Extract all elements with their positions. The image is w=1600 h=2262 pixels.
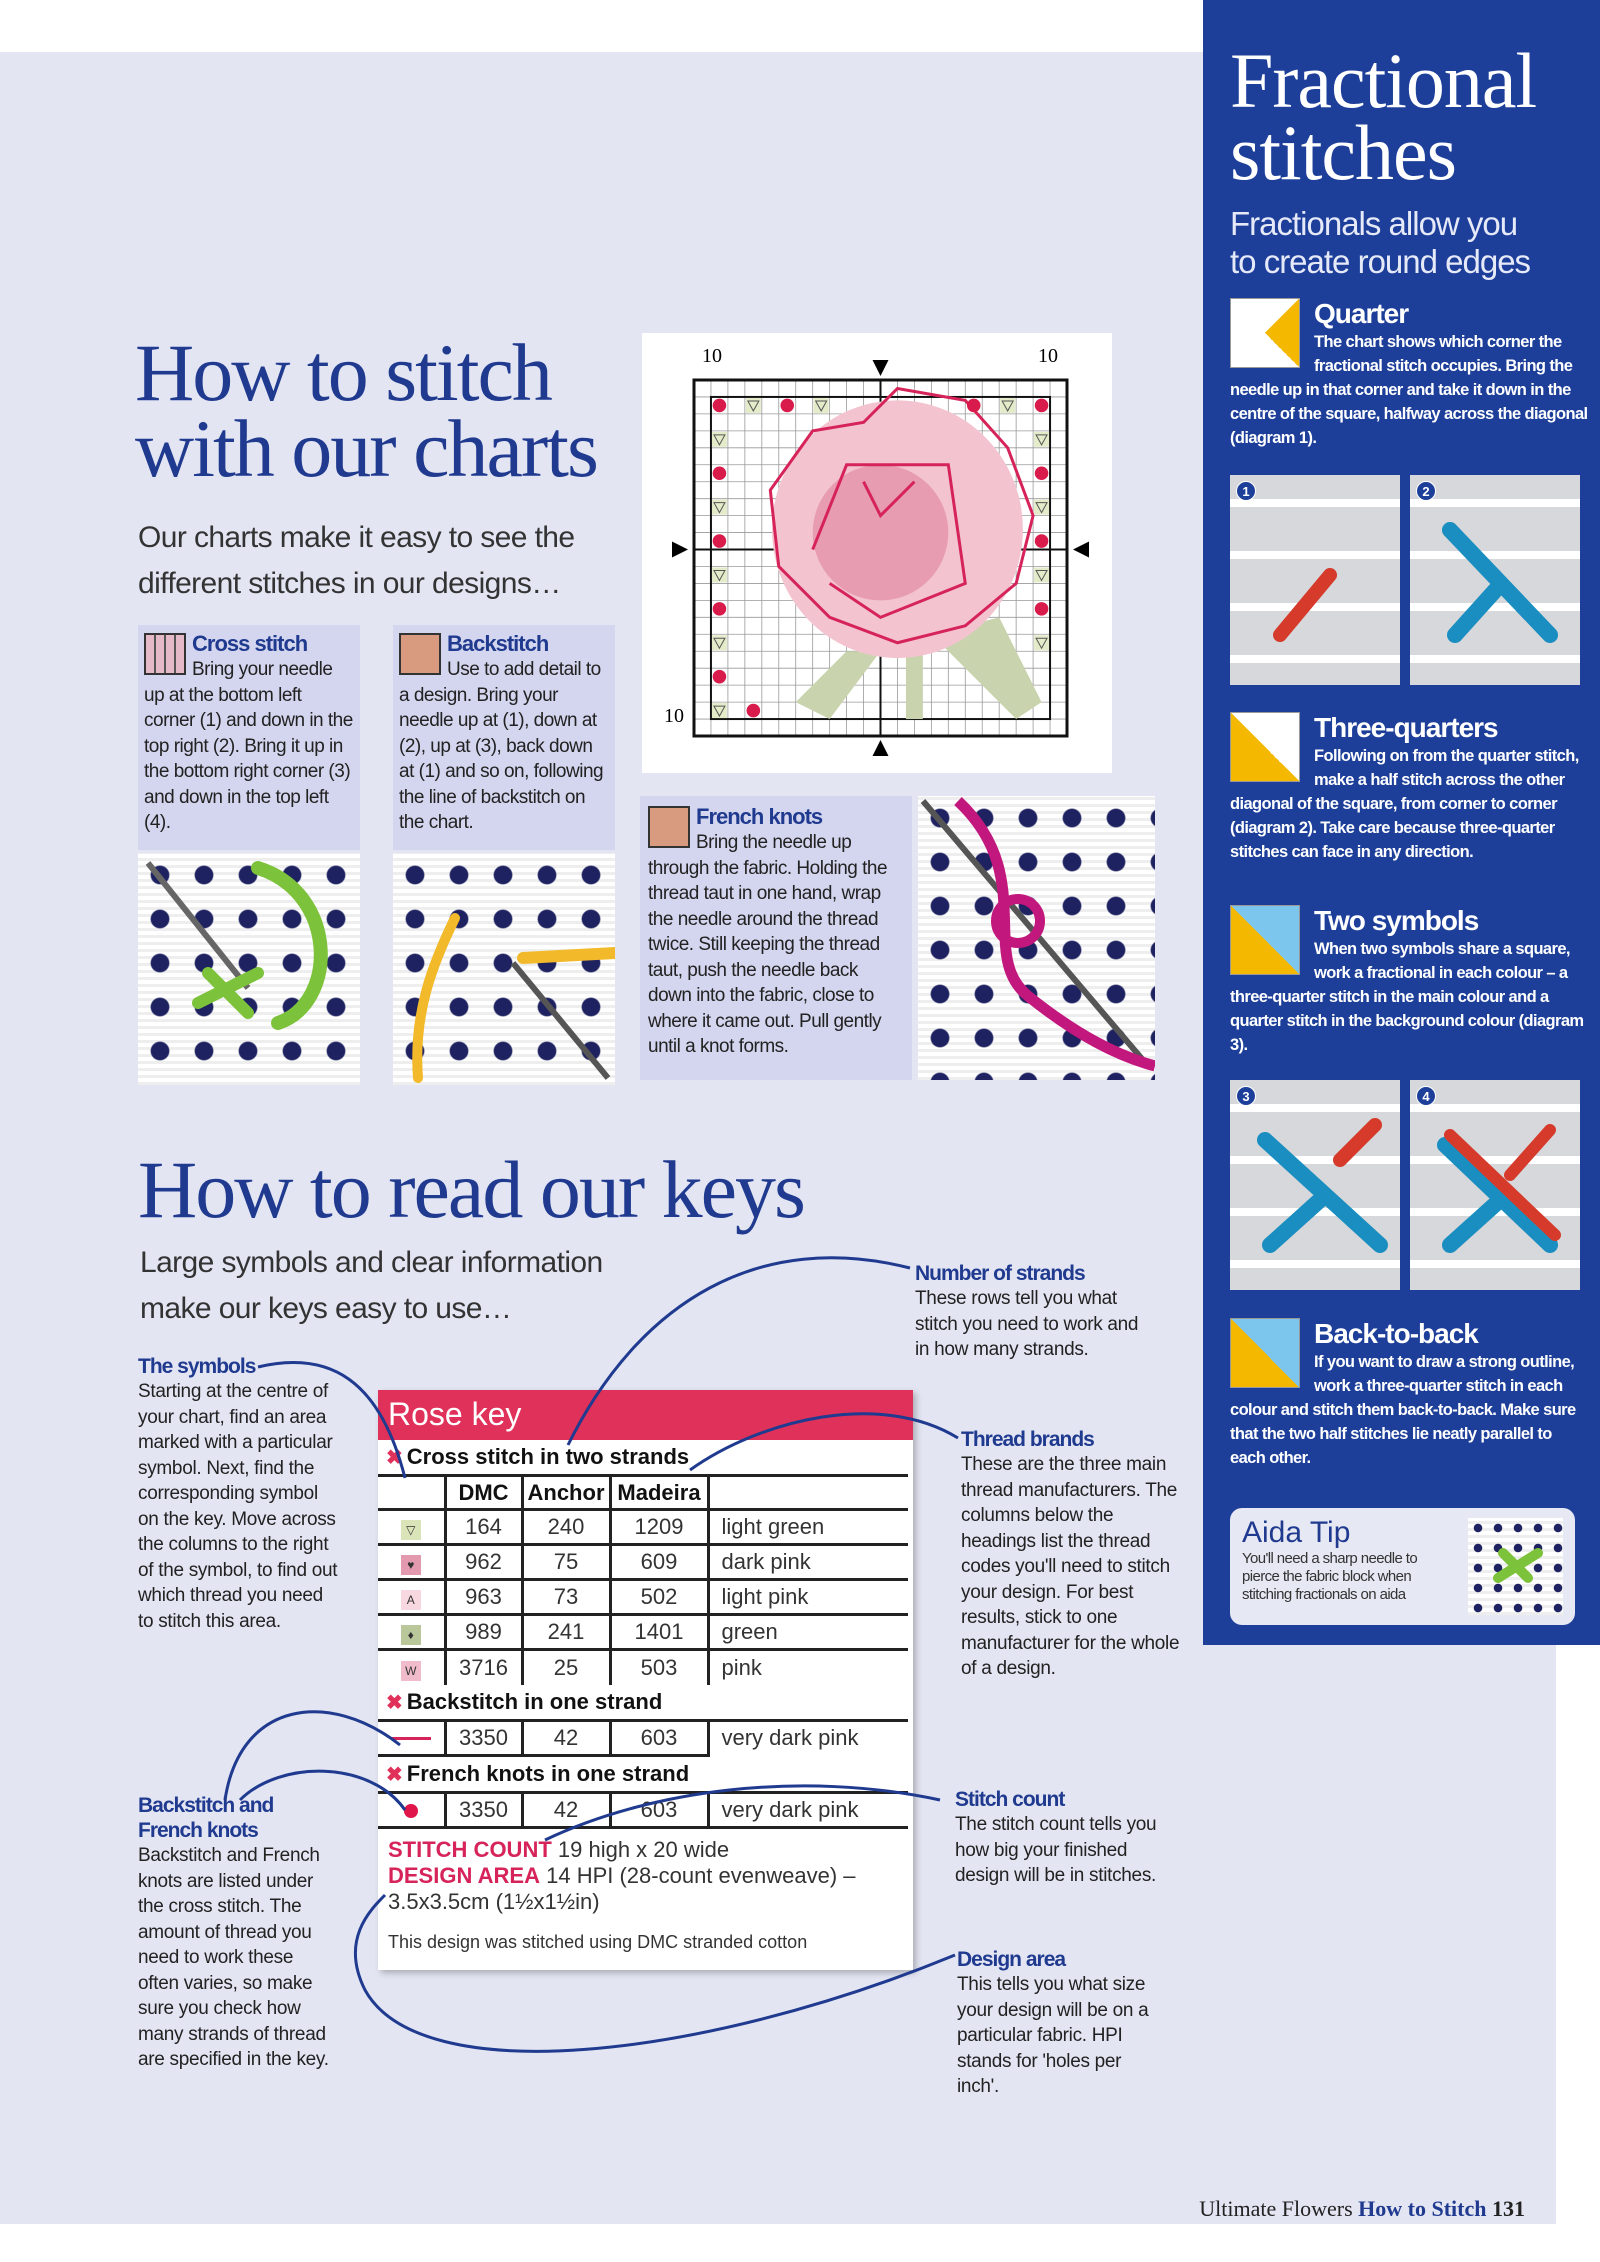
table-row [378, 1510, 908, 1545]
annotation-title: Stitch count [955, 1788, 1065, 1811]
section-text: Following on from the quarter stitch, make a half stitch across the other diagonal of the square, from corner to corner (diagram 2). Take care because three-quarter stitches can face in any direction. [1230, 747, 1579, 861]
anchor-cell: 240 [522, 1510, 610, 1545]
french-knot-mark [1035, 534, 1049, 548]
diagram-4 [1410, 1080, 1580, 1290]
madeira-header: Madeira [610, 1476, 708, 1510]
design-area [388, 1863, 903, 1915]
tip-title: Aida Tip [1242, 1516, 1351, 1549]
symbol-cell [378, 1615, 445, 1650]
section-title: Quarter [1314, 298, 1409, 329]
madeira-cell: 1209 [610, 1510, 708, 1545]
dmc-cell: 962 [445, 1545, 522, 1580]
title-line: Fractional [1230, 37, 1537, 124]
annotation-stitch-count [955, 1788, 1180, 1889]
backstitch-heading [386, 1685, 908, 1719]
madeira-cell: 503 [610, 1650, 708, 1685]
key-symbol-icon: ♦ [401, 1625, 421, 1645]
annotation-backstitch [138, 1793, 338, 2073]
page-title [135, 327, 597, 494]
name-cell: green [708, 1615, 908, 1650]
name-cell: very dark pink [708, 1792, 908, 1827]
fractional-stitches-sidebar [1203, 0, 1600, 1645]
subtitle-line: Fractionals allow you [1230, 205, 1518, 242]
stitch-count-label: STITCH COUNT [388, 1836, 552, 1862]
anchor-cell: 73 [522, 1580, 610, 1615]
key-symbol-icon: W [401, 1661, 421, 1681]
symbol-cell [378, 1545, 445, 1580]
subtitle-line: different stitches in our designs… [138, 567, 561, 600]
annotation-title: Number of strands [915, 1262, 1085, 1285]
page-footer [1199, 2196, 1525, 2222]
design-area-label: DESIGN AREA [388, 1862, 540, 1888]
annotation-text: These rows tell you what stitch you need to work and in how many strands. [915, 1288, 1139, 1360]
madeira-cell: 603 [610, 1792, 708, 1827]
box-text: Use to add detail to a design. Bring your needle up at (1), down at (2), up at (3), back down at (1) and so on, following the line of backstitch on the chart. [399, 659, 604, 833]
diagram-1 [1230, 475, 1400, 685]
backstitch-line-icon [378, 1720, 445, 1755]
table-row [378, 1545, 908, 1580]
section-row [378, 1685, 908, 1721]
dmc-header: DMC [445, 1476, 522, 1510]
name-header [708, 1476, 908, 1510]
section-title: Three-quarters [1314, 712, 1498, 743]
table-row [378, 1650, 908, 1685]
madeira-cell: 1401 [610, 1615, 708, 1650]
box-title: Backstitch [447, 631, 549, 656]
dmc-cell: 989 [445, 1615, 522, 1650]
diagram-number: 1 [1236, 481, 1256, 501]
dmc-cell: 164 [445, 1510, 522, 1545]
section-text: If you want to draw a strong outline, work a three-quarter stitch in each colour and stitch them back-to-back. Make sure that the two half stitches lie neatly parallel to each other. [1230, 1353, 1576, 1467]
annotation-title: Backstitch and French knots [138, 1794, 274, 1842]
aida-tip [1230, 1508, 1575, 1625]
annotation-title: Thread brands [961, 1428, 1094, 1451]
diagram-number: 4 [1416, 1086, 1436, 1106]
madeira-cell: 609 [610, 1545, 708, 1580]
subtitle-line: Large symbols and clear information [140, 1246, 603, 1279]
section-title: Back-to-back [1314, 1318, 1478, 1349]
french-knot-mark [713, 399, 727, 413]
keys-subtitle [140, 1240, 603, 1332]
key-table [378, 1474, 908, 1829]
dmc-cell: 963 [445, 1580, 522, 1615]
annotation-text: Starting at the centre of your chart, find an area marked with a particular symbol. Next, find the corresponding symbol on the key. Move across the columns to the right of the symbol, to find out which thread you need to stitch this area. [138, 1381, 338, 1632]
subtitle-line: make our keys easy to use… [140, 1292, 512, 1325]
two-symbols-icon [1230, 905, 1300, 975]
heading-text: French knots in one strand [406, 1760, 690, 1786]
tip-text: You'll need a sharp needle to pierce the fabric block when stitching fractionals on aida [1242, 1550, 1418, 1603]
magazine-name: Ultimate Flowers [1199, 2196, 1353, 2221]
chart-label: 10 [664, 705, 684, 727]
french-knot-mark [1035, 602, 1049, 616]
name-cell: pink [708, 1650, 908, 1685]
backstitch-box [393, 625, 615, 850]
key-symbol-icon: ▽ [401, 1520, 421, 1540]
backstitch-icon [399, 633, 441, 675]
three-quarter-stitch-icon [1230, 712, 1300, 782]
box-title: Cross stitch [192, 631, 308, 656]
cross-icon: ✖ [386, 1691, 403, 1714]
stitch-count [388, 1837, 903, 1863]
section-text: When two symbols share a square, work a fractional in each colour – a three-quarter stitch in the main colour and a quarter stitch in the background colour (diagram 3). [1230, 940, 1584, 1054]
annotation-brands [961, 1428, 1183, 1682]
anchor-cell: 42 [522, 1720, 610, 1755]
cross-stitch-box [138, 625, 360, 850]
key-header-row [378, 1476, 908, 1510]
title-line: with our charts [135, 403, 597, 494]
diagram-3 [1230, 1080, 1400, 1290]
annotation-strands [915, 1262, 1155, 1363]
center-arrow-icon [873, 360, 889, 376]
box-title: French knots [696, 804, 823, 829]
annotation-text: These are the three main thread manufacturers. The columns below the headings list the thread codes you'll need to stitch your design. For best results, stick to one manufacturer for the whole of a design. [961, 1454, 1180, 1679]
rose-chart [642, 333, 1112, 773]
backstitch-photo [393, 853, 615, 1085]
key-symbol-icon: ♥ [401, 1555, 421, 1575]
design-area-value: 14 HPI (28-count evenweave) – 3.5x3.5cm (1½x1½in) [388, 1862, 856, 1914]
table-row [378, 1792, 908, 1827]
symbol-header [378, 1476, 445, 1510]
symbol-cell [378, 1580, 445, 1615]
cross-icon: ✖ [386, 1447, 403, 1469]
anchor-cell: 241 [522, 1615, 610, 1650]
cross-stitch-photo [138, 853, 360, 1085]
key-footer [378, 1829, 913, 1955]
anchor-cell: 42 [522, 1792, 610, 1827]
symbol-cell [378, 1650, 445, 1685]
dmc-cell: 3350 [445, 1720, 522, 1755]
chart-label: 10 [702, 345, 722, 367]
section-name: How to Stitch [1358, 2196, 1487, 2221]
french-knot-mark [747, 704, 761, 718]
annotation-design-area [957, 1948, 1157, 2100]
center-arrow-icon [1073, 542, 1089, 558]
anchor-cell: 75 [522, 1545, 610, 1580]
madeira-cell: 603 [610, 1720, 708, 1755]
french-knots-heading [386, 1757, 908, 1791]
heading-text: Backstitch in one strand [406, 1688, 663, 1714]
center-arrow-icon [873, 740, 889, 756]
title-line: How to stitch [135, 327, 551, 418]
section-three-quarters [1230, 712, 1590, 864]
box-text: Bring the needle up through the fabric. Holding the thread taut in one hand, wrap the needle around the thread twice. Still keeping the thread taut, push the needle back down into the fabric, close to where it came out. Pull gently until a knot forms. [648, 832, 888, 1057]
name-cell: light pink [708, 1580, 908, 1615]
french-knot-mark [713, 602, 727, 616]
french-knot-mark [1035, 399, 1049, 413]
french-knot-mark [713, 466, 727, 480]
cross-stitch-heading [378, 1440, 913, 1474]
diagram-2 [1410, 475, 1580, 685]
french-knot-mark [713, 670, 727, 684]
section-two-symbols [1230, 905, 1590, 1057]
french-knot-mark [967, 399, 981, 413]
annotation-text: The stitch count tells you how big your finished design will be in stitches. [955, 1814, 1157, 1886]
heading-text: Cross stitch in two strands [406, 1444, 690, 1469]
stitch-count-value: 19 high x 20 wide [557, 1836, 730, 1862]
cross-icon: ✖ [386, 1763, 403, 1786]
table-row [378, 1615, 908, 1650]
french-knot-icon [648, 806, 690, 848]
diagram-number: 2 [1416, 481, 1436, 501]
back-to-back-icon [1230, 1318, 1300, 1388]
key-symbol-icon: A [401, 1590, 421, 1610]
french-knots-photo [918, 796, 1155, 1080]
keys-title: How to read our keys [138, 1144, 804, 1235]
chart-label: 10 [1038, 345, 1058, 367]
dmc-cell: 3716 [445, 1650, 522, 1685]
rose-center [813, 465, 949, 601]
key-title: Rose key [378, 1390, 913, 1440]
annotation-title: The symbols [138, 1355, 256, 1378]
anchor-header: Anchor [522, 1476, 610, 1510]
table-row [378, 1720, 908, 1755]
anchor-cell: 25 [522, 1650, 610, 1685]
key-note: This design was stitched using DMC stranded cotton [388, 1931, 808, 1952]
annotation-text: This tells you what size your design will be on a particular fabric. HPI stands for 'holes per inch'. [957, 1974, 1149, 2097]
sidebar-subtitle [1230, 205, 1530, 281]
section-back-to-back [1230, 1318, 1590, 1470]
subtitle-line: to create round edges [1230, 243, 1531, 280]
name-cell: dark pink [708, 1545, 908, 1580]
madeira-cell: 502 [610, 1580, 708, 1615]
section-quarter [1230, 298, 1590, 450]
section-title: Two symbols [1314, 905, 1479, 936]
section-row [378, 1755, 908, 1792]
annotation-symbols [138, 1355, 338, 1634]
name-cell: light green [708, 1510, 908, 1545]
page-number: 131 [1492, 2196, 1525, 2221]
title-line: stitches [1230, 109, 1456, 196]
symbol-cell [378, 1510, 445, 1545]
tip-photo [1468, 1518, 1563, 1615]
center-arrow-icon [672, 542, 688, 558]
name-cell: very dark pink [708, 1720, 908, 1755]
subtitle-line: Our charts make it easy to see the [138, 521, 575, 554]
intro-subtitle [138, 515, 574, 607]
table-row [378, 1580, 908, 1615]
sidebar-title [1230, 37, 1537, 196]
section-text: The chart shows which corner the fractional stitch occupies. Bring the needle up in that corner and take it down in the centre of the square, halfway across the diagonal (diagram 1). [1230, 333, 1588, 447]
french-knot-mark [713, 534, 727, 548]
chart-grid [642, 333, 1112, 773]
french-knot-dot-icon [378, 1792, 445, 1827]
rose-key [378, 1390, 913, 1970]
dmc-cell: 3350 [445, 1792, 522, 1827]
quarter-stitch-icon [1230, 298, 1300, 368]
annotation-title: Design area [957, 1948, 1066, 1971]
french-knot-mark [1035, 466, 1049, 480]
diagram-number: 3 [1236, 1086, 1256, 1106]
french-knots-box [640, 796, 912, 1080]
cross-stitch-icon [144, 633, 186, 675]
annotation-text: Backstitch and French knots are listed under the cross stitch. The amount of thread you need to work these often varies, so make sure you check how many strands of thread are specified in the key. [138, 1845, 329, 2070]
box-text: Bring your needle up at the bottom left corner (1) and down in the top right (2). Bring it up in the bottom right corner (3) and down in the top left (4). [144, 659, 353, 833]
french-knot-mark [780, 399, 794, 413]
